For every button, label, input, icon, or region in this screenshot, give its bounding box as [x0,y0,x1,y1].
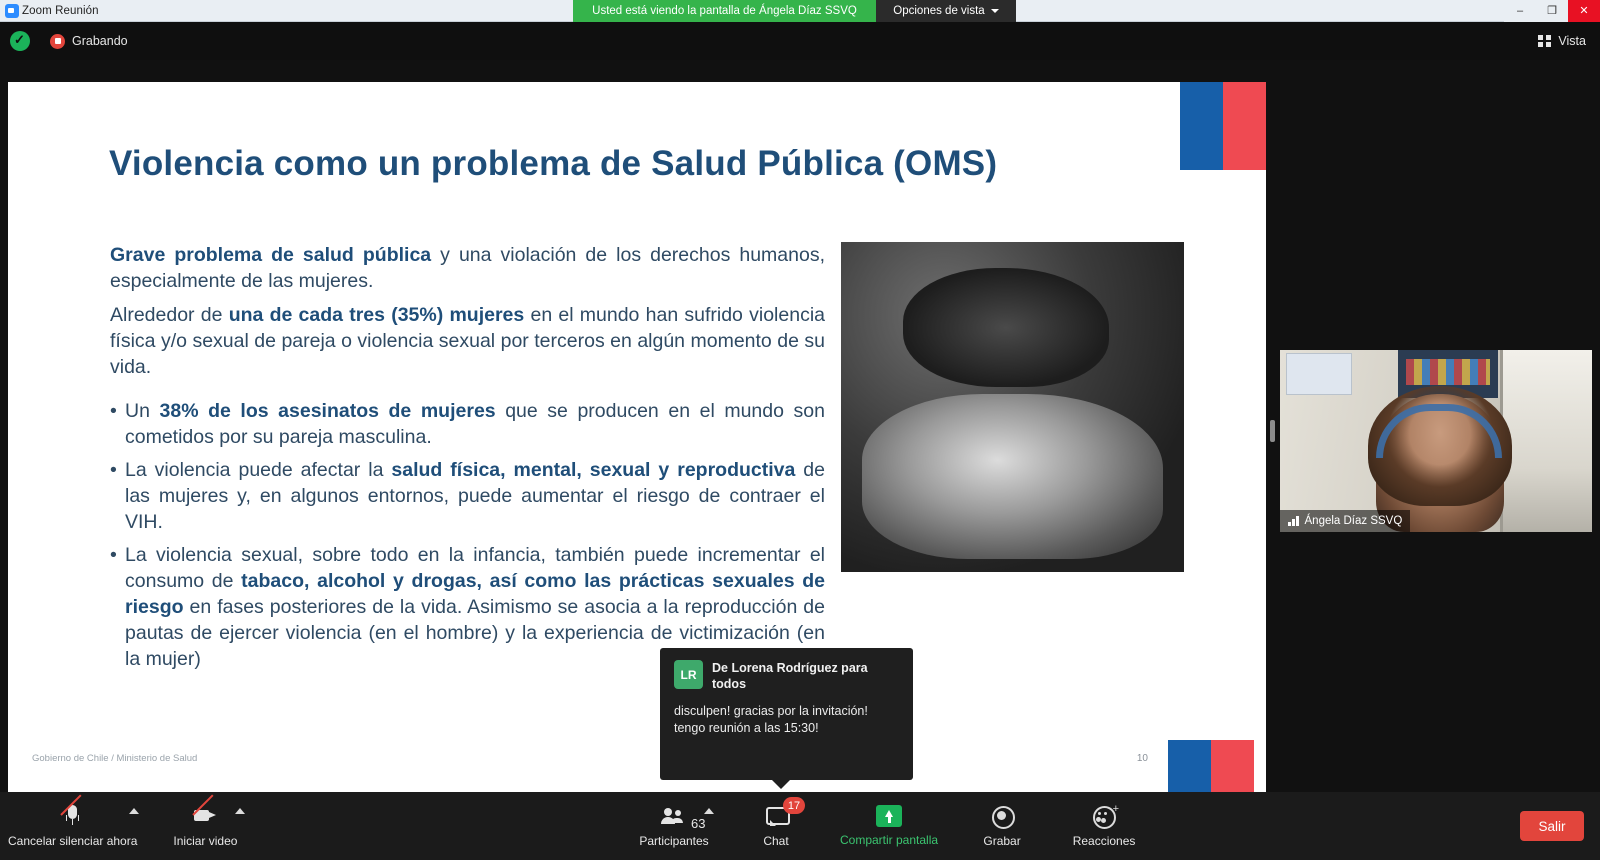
camera-muted-icon [192,804,218,828]
bullet-2-bold: salud física, mental, sexual y reproductiva [391,459,796,481]
paragraph-2-rest: en el mundo han sufrido violencia física y/o sexual de pareja o violencia sexual por terceros en algún momento de su vida. [110,304,826,378]
video-panel-drag-handle[interactable] [1270,420,1275,442]
slide-paragraph-2 [110,302,825,380]
video-name-bar [1280,510,1410,532]
start-video-button[interactable] [167,792,243,860]
screen-share-banner: Usted está viendo la pantalla de Ángela Díaz SSVQ [573,0,876,22]
meeting-controls-bar [0,792,1600,860]
bullet-3-rest: en fases posteriores de la vida. Asimismo se asocia a la reproducción de pautas de ejercer violencia (en el hombre) y la experiencia de victimización (en la mujer) [125,596,825,670]
paragraph-2-bold: una de cada tres (35%) mujeres [228,304,525,326]
security-shield-icon[interactable] [10,31,30,51]
bullet-dot-icon: • [110,544,117,566]
network-signal-icon [1288,516,1299,526]
close-icon: ✕ [1579,4,1589,17]
audio-options-chevron-icon[interactable] [129,808,139,814]
flag-blue-band [1168,740,1211,792]
recording-label: Grabando [72,34,128,48]
bullet-text [125,398,825,450]
chat-sender-label: De Lorena Rodríguez para todos [712,661,868,691]
meeting-controls-center [636,792,1142,860]
slash-icon [191,803,221,829]
reactions-icon [1091,803,1120,828]
slide-bullet-list [110,398,825,672]
chile-flag-bottom [1168,740,1254,792]
window-controls [1504,0,1600,22]
bullet-3-bold: tabaco, alcohol y drogas, así como las prácticas sexuales de riesgo [125,570,825,618]
leave-meeting-label: Salir [1538,818,1566,834]
flag-red-band [1211,740,1254,792]
bullet-2-rest: de las mujeres y, en algunos entornos, puede aumentar el riesgo de contraer el VIH. [125,459,825,533]
chat-icon [763,799,801,828]
mute-button[interactable] [8,792,137,860]
bullet-1-rest: que se producen en el mundo son cometidos por su pareja masculina. [125,400,825,448]
chat-button[interactable] [738,792,814,860]
video-wall-poster [1286,353,1352,395]
share-screen-icon [876,805,902,827]
record-label: Grabar [983,834,1021,848]
meeting-controls-left [8,792,243,860]
chat-label: Chat [763,834,789,848]
flag-red-band [1223,82,1266,170]
chat-message-popup[interactable] [660,648,913,780]
slide-footer: Gobierno de Chile / Ministerio de Salud [32,753,198,764]
chile-flag-top [1180,82,1266,170]
slide-body [110,242,825,679]
reactions-button[interactable] [1066,792,1142,860]
slash-icon [59,803,89,829]
chevron-down-icon [991,9,999,13]
participants-chevron-icon[interactable] [704,808,714,814]
slide-photo-hands [841,242,1184,572]
record-dot-icon [50,34,65,49]
participants-count: 63 [691,816,706,831]
window-title: Zoom Reunión [22,4,99,17]
title-bar [0,0,1600,22]
mute-button-label: Cancelar silenciar ahora [8,834,138,848]
video-window-light [1500,350,1592,532]
participant-name: Ángela Díaz SSVQ [1304,515,1403,527]
bullet-1-bold: 38% de los asesinatos de mujeres [159,400,496,422]
reactions-label: Reacciones [1072,834,1136,848]
grid-view-icon [1538,35,1551,47]
minimize-icon: – [1516,4,1524,17]
list-item [110,457,825,535]
bullet-2-pre: La violencia puede afectar la [125,459,392,481]
bullet-1-pre: Un [125,400,160,422]
start-video-label: Iniciar video [173,834,238,848]
bullet-dot-icon: • [110,400,117,422]
share-screen-label: Compartir pantalla [840,833,939,847]
paragraph-2-pre: Alrededor de [110,304,229,326]
minimize-button[interactable] [1504,0,1536,22]
participant-video-tile[interactable] [1280,350,1592,532]
leave-meeting-button[interactable] [1520,811,1584,841]
view-options-label: Opciones de vista [893,5,985,17]
chat-message-text: disculpen! gracias por la invitación! tengo reunión a las 15:30! [674,704,868,735]
shared-screen-slide [8,82,1266,792]
bullet-dot-icon: • [110,459,117,481]
participants-icon [661,804,706,831]
slide-page-number: 10 [1136,753,1148,764]
share-screen-button[interactable] [840,792,938,860]
avatar: LR [674,660,703,689]
chat-unread-badge: 17 [783,797,805,814]
maximize-icon: ❐ [1547,4,1557,17]
participants-label: Participantes [639,834,709,848]
top-status-bar [0,22,1600,60]
view-options-button[interactable] [876,0,1016,22]
flag-blue-band [1180,82,1223,170]
view-layout-button[interactable] [1538,34,1586,48]
slide-title: Violencia como un problema de Salud Pública (OMS) [109,144,998,183]
slide-paragraph-1 [110,242,825,294]
chat-popup-header [674,660,899,692]
record-button[interactable] [964,792,1040,860]
bullet-3-pre: La violencia sexual, sobre todo en la infancia, también puede incrementar el consumo de [125,544,825,592]
video-options-chevron-icon[interactable] [235,808,245,814]
record-icon [989,804,1015,828]
microphone-muted-icon [60,804,86,828]
zoom-app-icon [5,4,19,18]
list-item [110,398,825,450]
view-layout-label: Vista [1558,34,1586,48]
paragraph-1-rest: y una violación de los derechos humanos, especialmente de las mujeres. [110,244,825,292]
recording-indicator[interactable] [50,34,128,49]
participants-button[interactable] [636,792,712,860]
paragraph-1-bold: Grave problema de salud pública [110,244,432,266]
bullet-text [125,457,825,535]
plus-icon: + [1112,803,1120,815]
maximize-button[interactable] [1536,0,1568,22]
close-button[interactable] [1568,0,1600,22]
